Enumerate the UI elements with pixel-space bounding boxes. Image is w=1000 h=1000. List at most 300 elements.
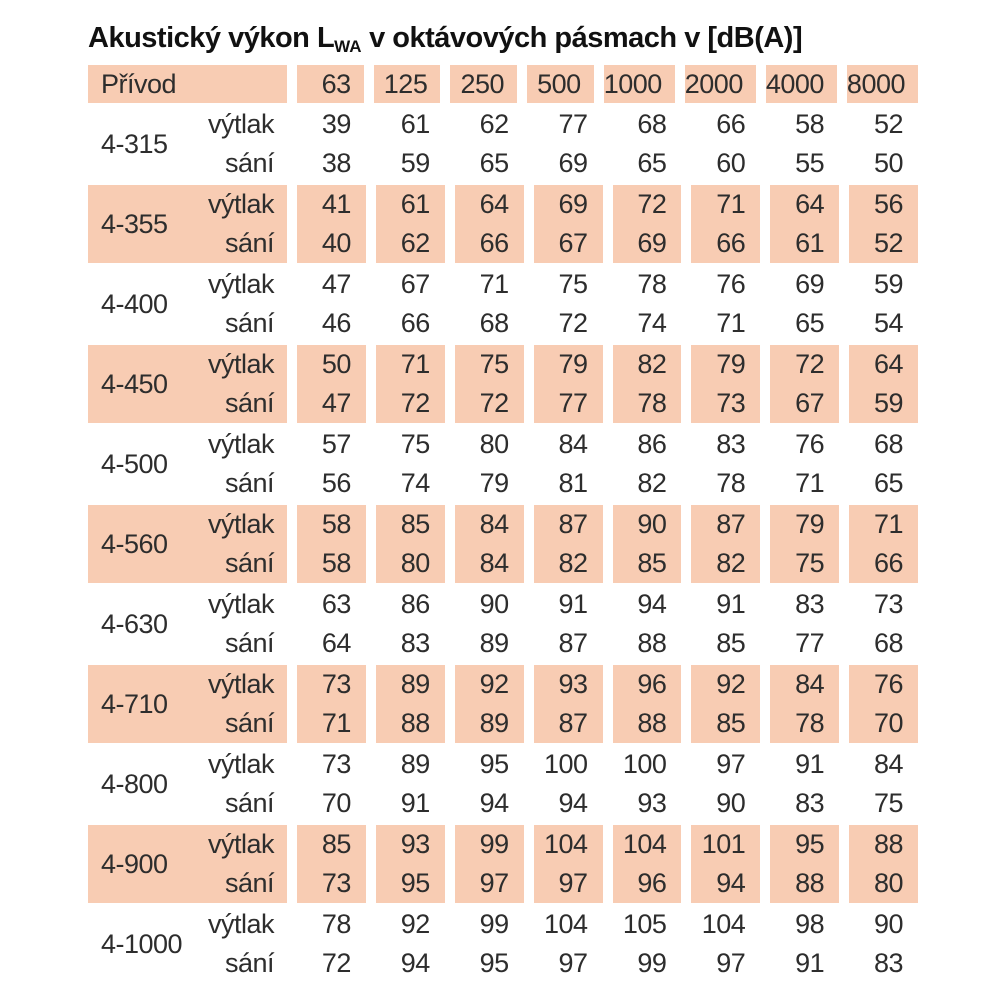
value-cell — [376, 585, 445, 663]
value-sani: 66 — [479, 228, 509, 258]
value-cell — [613, 505, 682, 583]
model-label: 4-710 — [101, 688, 168, 719]
row-labels — [208, 345, 274, 423]
row-label-sani: sání — [224, 308, 274, 338]
table-row-group — [88, 905, 918, 983]
value-vytlak: 95 — [479, 749, 509, 779]
value-sani: 82 — [637, 468, 667, 498]
value-cell — [849, 185, 918, 263]
row-label-vytlak: výtlak — [207, 669, 274, 699]
value-vytlak: 92 — [400, 909, 430, 939]
value-cell — [297, 665, 366, 743]
value-sani: 87 — [558, 708, 588, 738]
value-cell — [849, 505, 918, 583]
row-label-vytlak: výtlak — [207, 829, 274, 859]
value-vytlak: 90 — [637, 509, 667, 539]
value-sani: 66 — [716, 228, 746, 258]
value-cell — [691, 905, 760, 983]
value-cell — [849, 745, 918, 823]
value-vytlak: 86 — [637, 429, 667, 459]
value-cell — [376, 105, 445, 183]
value-sani: 77 — [558, 388, 588, 418]
value-cell — [297, 105, 366, 183]
value-vytlak: 88 — [873, 829, 903, 859]
value-vytlak: 72 — [637, 189, 667, 219]
value-sani: 74 — [400, 468, 430, 498]
value-vytlak: 59 — [873, 269, 903, 299]
header-cell-band: 250 — [450, 65, 517, 103]
value-cell — [691, 105, 760, 183]
table-row-group — [88, 105, 918, 183]
row-label-sani: sání — [224, 388, 274, 418]
value-sani: 82 — [716, 548, 746, 578]
value-cell — [849, 265, 918, 343]
value-sani: 60 — [716, 148, 746, 178]
row-label-vytlak: výtlak — [207, 749, 274, 779]
header-cell-band: 2000 — [685, 65, 756, 103]
value-vytlak: 101 — [701, 829, 746, 859]
value-cell — [455, 505, 524, 583]
value-sani: 65 — [637, 148, 667, 178]
value-vytlak: 47 — [321, 269, 351, 299]
value-vytlak: 100 — [543, 749, 588, 779]
value-vytlak: 85 — [321, 829, 351, 859]
value-vytlak: 90 — [873, 909, 903, 939]
value-cell — [613, 345, 682, 423]
value-cell — [770, 265, 839, 343]
row-label-sani: sání — [224, 628, 274, 658]
value-vytlak: 56 — [873, 189, 903, 219]
value-sani: 84 — [479, 548, 509, 578]
value-vytlak: 72 — [795, 349, 825, 379]
model-label: 4-500 — [101, 448, 168, 479]
value-vytlak: 75 — [400, 429, 430, 459]
value-sani: 52 — [873, 228, 903, 258]
row-head-cell — [88, 185, 287, 263]
value-cell — [297, 905, 366, 983]
value-sani: 54 — [873, 308, 903, 338]
value-cell — [297, 505, 366, 583]
value-sani: 94 — [479, 788, 509, 818]
table-body — [88, 105, 918, 983]
value-cell — [376, 345, 445, 423]
value-sani: 72 — [321, 948, 351, 978]
value-vytlak: 63 — [321, 589, 351, 619]
value-cell — [376, 665, 445, 743]
value-vytlak: 58 — [795, 109, 825, 139]
value-sani: 66 — [873, 548, 903, 578]
value-vytlak: 58 — [321, 509, 351, 539]
value-sani: 79 — [479, 468, 509, 498]
row-labels — [208, 585, 274, 663]
model-label: 4-900 — [101, 848, 168, 879]
value-sani: 47 — [321, 388, 351, 418]
row-head-cell — [88, 265, 287, 343]
value-vytlak: 67 — [400, 269, 430, 299]
value-cell — [613, 425, 682, 503]
value-cell — [770, 345, 839, 423]
value-sani: 89 — [479, 708, 509, 738]
value-sani: 67 — [795, 388, 825, 418]
row-labels — [208, 665, 274, 743]
value-cell — [376, 745, 445, 823]
model-label: 4-800 — [101, 768, 168, 799]
value-cell — [534, 265, 603, 343]
value-cell — [691, 425, 760, 503]
header-cell-band: 4000 — [766, 65, 837, 103]
value-vytlak: 84 — [795, 669, 825, 699]
value-cell — [849, 585, 918, 663]
value-sani: 93 — [637, 788, 667, 818]
value-sani: 88 — [795, 868, 825, 898]
value-vytlak: 84 — [479, 509, 509, 539]
value-sani: 85 — [716, 628, 746, 658]
value-vytlak: 94 — [637, 589, 667, 619]
value-sani: 95 — [479, 948, 509, 978]
value-vytlak: 76 — [716, 269, 746, 299]
value-vytlak: 99 — [479, 829, 509, 859]
value-sani: 82 — [558, 548, 588, 578]
value-sani: 97 — [479, 868, 509, 898]
table-row-group — [88, 265, 918, 343]
header-cell-band: 125 — [374, 65, 441, 103]
value-vytlak: 75 — [479, 349, 509, 379]
row-labels — [208, 745, 274, 823]
value-sani: 94 — [400, 948, 430, 978]
value-vytlak: 97 — [716, 749, 746, 779]
value-vytlak: 79 — [558, 349, 588, 379]
value-vytlak: 50 — [321, 349, 351, 379]
value-sani: 81 — [558, 468, 588, 498]
value-sani: 68 — [873, 628, 903, 658]
value-vytlak: 105 — [622, 909, 667, 939]
model-label: 4-560 — [101, 528, 168, 559]
value-sani: 59 — [873, 388, 903, 418]
model-label: 4-450 — [101, 368, 168, 399]
value-vytlak: 76 — [795, 429, 825, 459]
value-sani: 75 — [795, 548, 825, 578]
value-cell — [455, 905, 524, 983]
value-cell — [849, 105, 918, 183]
value-sani: 95 — [400, 868, 430, 898]
value-vytlak: 96 — [637, 669, 667, 699]
value-sani: 97 — [558, 948, 588, 978]
table-row-group — [88, 505, 918, 583]
value-vytlak: 69 — [795, 269, 825, 299]
value-vytlak: 89 — [400, 669, 430, 699]
value-sani: 65 — [873, 468, 903, 498]
value-vytlak: 77 — [558, 109, 588, 139]
value-sani: 71 — [716, 308, 746, 338]
header-cell-privod: Přívod — [88, 65, 287, 103]
value-vytlak: 90 — [479, 589, 509, 619]
value-sani: 83 — [795, 788, 825, 818]
value-cell — [691, 825, 760, 903]
value-sani: 70 — [873, 708, 903, 738]
model-label: 4-355 — [101, 208, 168, 239]
value-sani: 94 — [558, 788, 588, 818]
value-vytlak: 73 — [321, 749, 351, 779]
row-head-cell — [88, 825, 287, 903]
value-cell — [297, 425, 366, 503]
value-cell — [376, 905, 445, 983]
row-head-cell — [88, 505, 287, 583]
table-row-group — [88, 185, 918, 263]
value-cell — [613, 185, 682, 263]
value-sani: 85 — [716, 708, 746, 738]
value-vytlak: 91 — [558, 589, 588, 619]
row-label-vytlak: výtlak — [207, 429, 274, 459]
value-vytlak: 61 — [400, 189, 430, 219]
value-sani: 77 — [795, 628, 825, 658]
value-cell — [534, 665, 603, 743]
value-sani: 69 — [637, 228, 667, 258]
row-label-vytlak: výtlak — [207, 109, 274, 139]
value-cell — [534, 345, 603, 423]
table-row-group — [88, 665, 918, 743]
value-cell — [770, 425, 839, 503]
row-labels — [208, 185, 274, 263]
value-sani: 88 — [637, 708, 667, 738]
value-cell — [297, 825, 366, 903]
value-cell — [455, 185, 524, 263]
row-label-sani: sání — [224, 468, 274, 498]
row-labels — [208, 905, 274, 983]
value-vytlak: 71 — [873, 509, 903, 539]
value-vytlak: 92 — [716, 669, 746, 699]
value-cell — [455, 105, 524, 183]
value-cell — [534, 425, 603, 503]
row-label-sani: sání — [224, 148, 274, 178]
value-cell — [455, 585, 524, 663]
value-sani: 87 — [558, 628, 588, 658]
value-vytlak: 87 — [558, 509, 588, 539]
value-cell — [770, 745, 839, 823]
value-cell — [455, 265, 524, 343]
row-label-sani: sání — [224, 868, 274, 898]
value-sani: 73 — [716, 388, 746, 418]
value-sani: 83 — [873, 948, 903, 978]
header-cell-band: 8000 — [847, 65, 918, 103]
value-cell — [849, 345, 918, 423]
value-sani: 97 — [558, 868, 588, 898]
value-cell — [613, 745, 682, 823]
row-head-cell — [88, 345, 287, 423]
value-vytlak: 104 — [543, 909, 588, 939]
value-vytlak: 69 — [558, 189, 588, 219]
table-header-row — [88, 65, 918, 103]
value-sani: 55 — [795, 148, 825, 178]
row-label-sani: sání — [224, 948, 274, 978]
value-sani: 71 — [795, 468, 825, 498]
title-subscript: WA — [334, 37, 362, 56]
value-vytlak: 79 — [716, 349, 746, 379]
value-sani: 40 — [321, 228, 351, 258]
value-sani: 67 — [558, 228, 588, 258]
value-vytlak: 78 — [321, 909, 351, 939]
value-sani: 46 — [321, 308, 351, 338]
value-cell — [376, 265, 445, 343]
value-cell — [534, 105, 603, 183]
row-label-vytlak: výtlak — [207, 189, 274, 219]
value-sani: 83 — [400, 628, 430, 658]
value-vytlak: 91 — [795, 749, 825, 779]
row-labels — [208, 425, 274, 503]
value-sani: 91 — [795, 948, 825, 978]
value-cell — [297, 185, 366, 263]
value-sani: 96 — [637, 868, 667, 898]
value-vytlak: 86 — [400, 589, 430, 619]
value-sani: 59 — [400, 148, 430, 178]
value-vytlak: 62 — [479, 109, 509, 139]
value-sani: 65 — [479, 148, 509, 178]
value-vytlak: 89 — [400, 749, 430, 779]
value-sani: 78 — [716, 468, 746, 498]
model-label: 4-400 — [101, 288, 168, 319]
value-cell — [691, 745, 760, 823]
value-sani: 78 — [795, 708, 825, 738]
value-cell — [534, 185, 603, 263]
value-cell — [297, 345, 366, 423]
value-vytlak: 64 — [795, 189, 825, 219]
value-sani: 66 — [400, 308, 430, 338]
value-vytlak: 93 — [400, 829, 430, 859]
value-cell — [770, 185, 839, 263]
header-cell-band: 1000 — [604, 65, 675, 103]
value-sani: 74 — [637, 308, 667, 338]
value-sani: 70 — [321, 788, 351, 818]
row-label-vytlak: výtlak — [207, 269, 274, 299]
value-cell — [613, 105, 682, 183]
value-sani: 71 — [321, 708, 351, 738]
row-head-cell — [88, 425, 287, 503]
value-vytlak: 85 — [400, 509, 430, 539]
value-vytlak: 84 — [873, 749, 903, 779]
value-cell — [455, 745, 524, 823]
value-vytlak: 99 — [479, 909, 509, 939]
row-head-cell — [88, 585, 287, 663]
table-row-group — [88, 345, 918, 423]
value-cell — [770, 905, 839, 983]
value-sani: 68 — [479, 308, 509, 338]
value-sani: 61 — [795, 228, 825, 258]
value-cell — [770, 105, 839, 183]
value-vytlak: 78 — [637, 269, 667, 299]
model-label: 4-1000 — [101, 928, 183, 959]
value-sani: 90 — [716, 788, 746, 818]
row-head-cell — [88, 905, 287, 983]
value-vytlak: 71 — [716, 189, 746, 219]
value-cell — [691, 345, 760, 423]
table-row-group — [88, 585, 918, 663]
row-label-sani: sání — [224, 788, 274, 818]
value-sani: 73 — [321, 868, 351, 898]
value-sani: 91 — [400, 788, 430, 818]
value-cell — [534, 745, 603, 823]
value-cell — [613, 585, 682, 663]
value-vytlak: 41 — [321, 189, 351, 219]
row-labels — [208, 505, 274, 583]
row-label-vytlak: výtlak — [207, 909, 274, 939]
value-sani: 58 — [321, 548, 351, 578]
title-suffix: v oktávových pásmach v [dB(A)] — [361, 22, 803, 54]
value-vytlak: 76 — [873, 669, 903, 699]
value-cell — [691, 185, 760, 263]
value-sani: 69 — [558, 148, 588, 178]
row-head-cell — [88, 665, 287, 743]
row-labels — [208, 265, 274, 343]
value-vytlak: 104 — [701, 909, 746, 939]
row-label-vytlak: výtlak — [207, 349, 274, 379]
value-vytlak: 80 — [479, 429, 509, 459]
table-row-group — [88, 745, 918, 823]
row-labels — [208, 825, 274, 903]
value-vytlak: 79 — [795, 509, 825, 539]
page-title — [88, 20, 918, 56]
value-cell — [376, 825, 445, 903]
value-vytlak: 95 — [795, 829, 825, 859]
table-row-group — [88, 825, 918, 903]
value-cell — [770, 505, 839, 583]
value-sani: 72 — [479, 388, 509, 418]
value-vytlak: 83 — [795, 589, 825, 619]
row-label-sani: sání — [224, 548, 274, 578]
value-cell — [455, 825, 524, 903]
value-vytlak: 83 — [716, 429, 746, 459]
value-sani: 65 — [795, 308, 825, 338]
value-vytlak: 98 — [795, 909, 825, 939]
model-label: 4-630 — [101, 608, 168, 639]
value-vytlak: 66 — [716, 109, 746, 139]
value-sani: 38 — [321, 148, 351, 178]
value-cell — [613, 905, 682, 983]
value-vytlak: 93 — [558, 669, 588, 699]
value-sani: 80 — [873, 868, 903, 898]
value-cell — [691, 585, 760, 663]
value-cell — [534, 825, 603, 903]
value-vytlak: 52 — [873, 109, 903, 139]
model-label: 4-315 — [101, 128, 168, 159]
value-vytlak: 68 — [873, 429, 903, 459]
row-head-cell — [88, 105, 287, 183]
value-cell — [297, 745, 366, 823]
value-sani: 89 — [479, 628, 509, 658]
value-vytlak: 82 — [637, 349, 667, 379]
value-cell — [534, 585, 603, 663]
row-label-sani: sání — [224, 708, 274, 738]
value-vytlak: 68 — [637, 109, 667, 139]
value-cell — [613, 265, 682, 343]
value-cell — [297, 265, 366, 343]
value-cell — [613, 825, 682, 903]
value-sani: 88 — [400, 708, 430, 738]
value-vytlak: 75 — [558, 269, 588, 299]
value-sani: 94 — [716, 868, 746, 898]
value-cell — [691, 665, 760, 743]
value-sani: 64 — [321, 628, 351, 658]
value-vytlak: 57 — [321, 429, 351, 459]
value-vytlak: 71 — [400, 349, 430, 379]
value-vytlak: 73 — [873, 589, 903, 619]
value-cell — [849, 905, 918, 983]
acoustic-power-table — [88, 65, 918, 983]
value-vytlak: 71 — [479, 269, 509, 299]
row-label-sani: sání — [224, 228, 274, 258]
row-head-cell — [88, 745, 287, 823]
value-vytlak: 73 — [321, 669, 351, 699]
page — [88, 20, 918, 983]
value-cell — [849, 665, 918, 743]
